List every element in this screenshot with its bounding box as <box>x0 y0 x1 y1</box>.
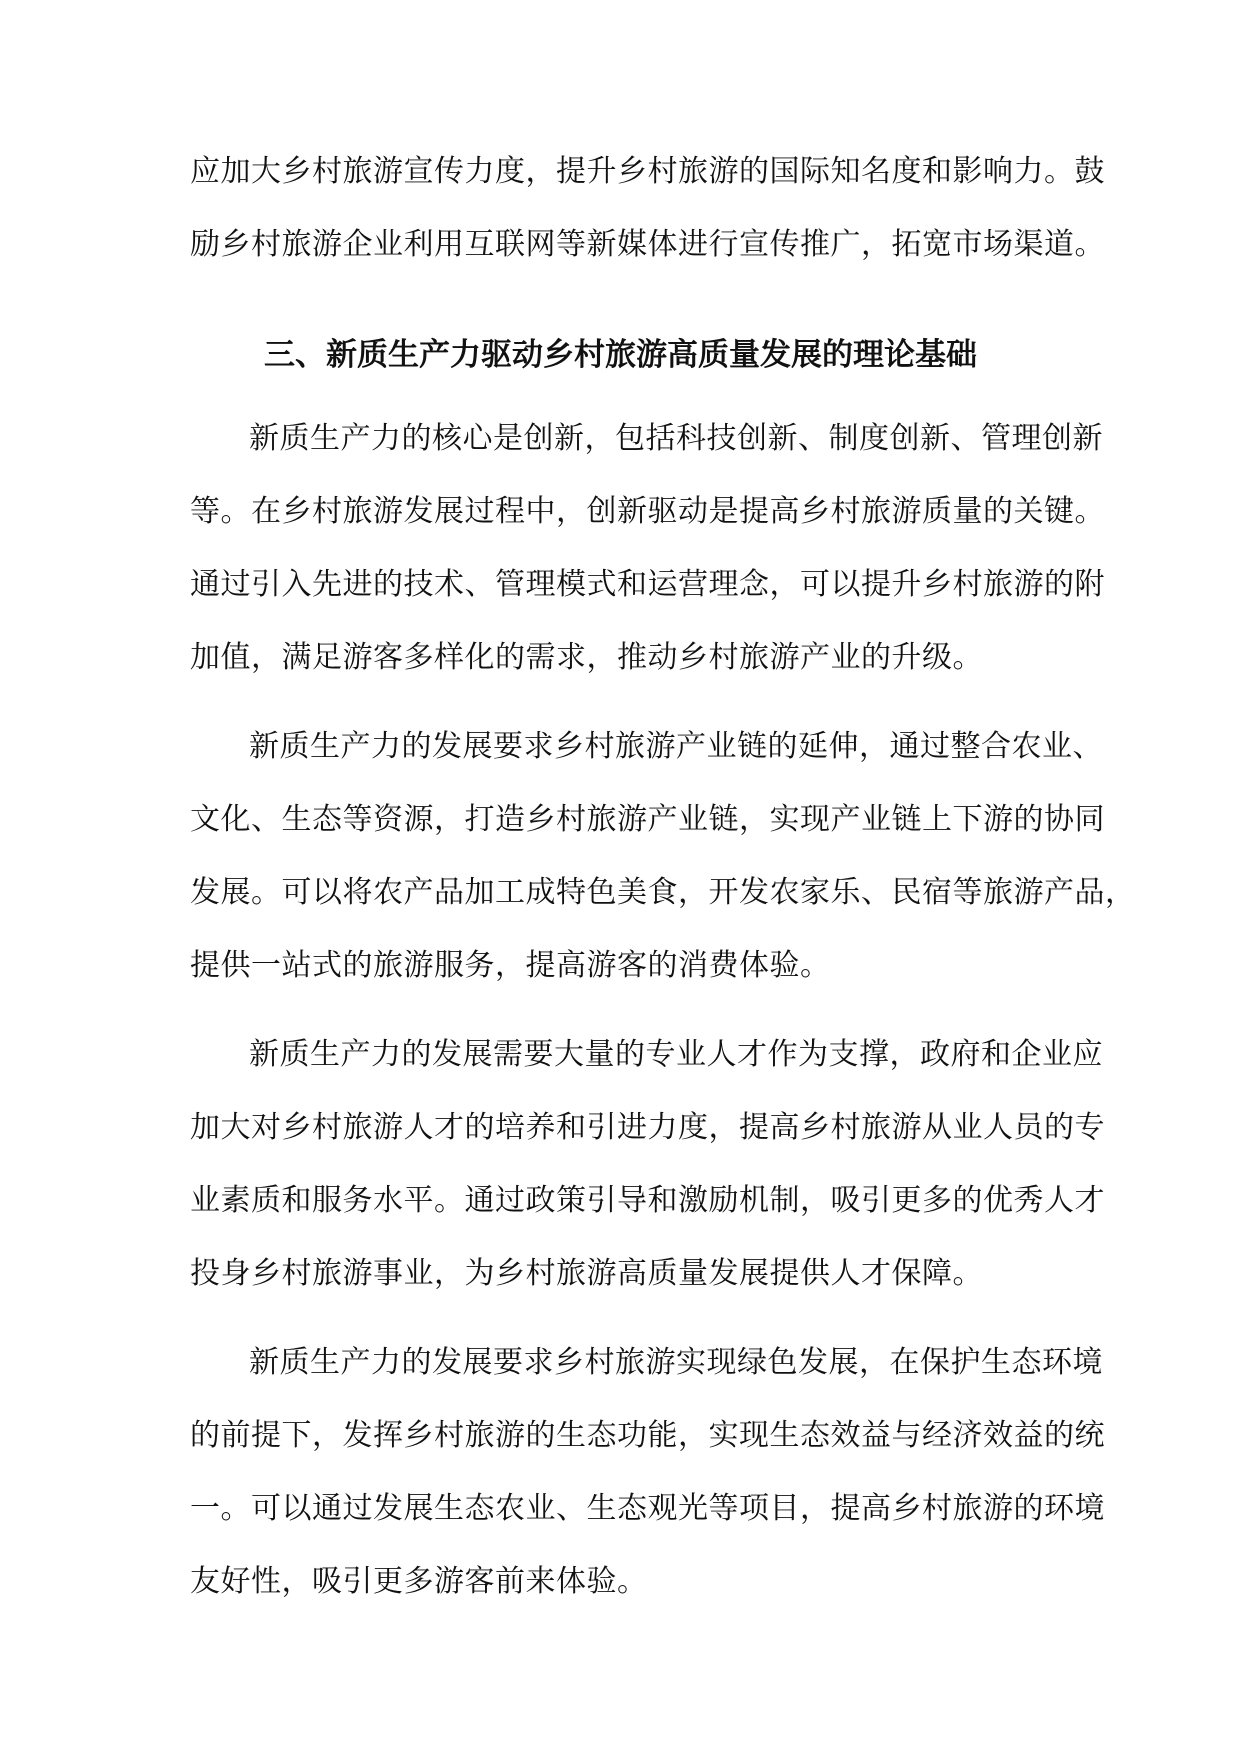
paragraph-line: 等。在乡村旅游发展过程中，创新驱动是提高乡村旅游质量的关键。 <box>190 494 1105 529</box>
paragraph-line: 一。可以通过发展生态农业、生态观光等项目，提高乡村旅游的环境 <box>190 1491 1105 1526</box>
paragraph-line: 新质生产力的发展需要大量的专业人才作为支撑，政府和企业应 <box>249 1037 1103 1072</box>
paragraph-line: 应加大乡村旅游宣传力度，提升乡村旅游的国际知名度和影响力。鼓 <box>190 154 1105 189</box>
section-heading: 三、新质生产力驱动乡村旅游高质量发展的理论基础 <box>264 337 977 373</box>
paragraph-line: 文化、生态等资源，打造乡村旅游产业链，实现产业链上下游的协同 <box>190 802 1105 837</box>
paragraph-line: 新质生产力的发展要求乡村旅游实现绿色发展，在保护生态环境 <box>249 1345 1103 1380</box>
paragraph-line: 投身乡村旅游事业，为乡村旅游高质量发展提供人才保障。 <box>190 1256 983 1291</box>
paragraph-line: 通过引入先进的技术、管理模式和运营理念，可以提升乡村旅游的附 <box>190 567 1105 602</box>
paragraph-line: 加大对乡村旅游人才的培养和引进力度，提高乡村旅游从业人员的专 <box>190 1110 1105 1145</box>
paragraph-line: 新质生产力的核心是创新，包括科技创新、制度创新、管理创新 <box>249 421 1103 456</box>
paragraph-line: 友好性，吸引更多游客前来体验。 <box>190 1564 648 1599</box>
paragraph-line: 加值，满足游客多样化的需求，推动乡村旅游产业的升级。 <box>190 640 983 675</box>
paragraph-line: 的前提下，发挥乡村旅游的生态功能，实现生态效益与经济效益的统 <box>190 1418 1105 1453</box>
paragraph-line: 励乡村旅游企业利用互联网等新媒体进行宣传推广，拓宽市场渠道。 <box>190 227 1105 262</box>
paragraph-line: 提供一站式的旅游服务，提高游客的消费体验。 <box>190 948 831 983</box>
paragraph-line: 发展。可以将农产品加工成特色美食，开发农家乐、民宿等旅游产品， <box>190 875 1136 910</box>
paragraph-line: 新质生产力的发展要求乡村旅游产业链的延伸，通过整合农业、 <box>249 729 1103 764</box>
paragraph-line: 业素质和服务水平。通过政策引导和激励机制，吸引更多的优秀人才 <box>190 1183 1105 1218</box>
